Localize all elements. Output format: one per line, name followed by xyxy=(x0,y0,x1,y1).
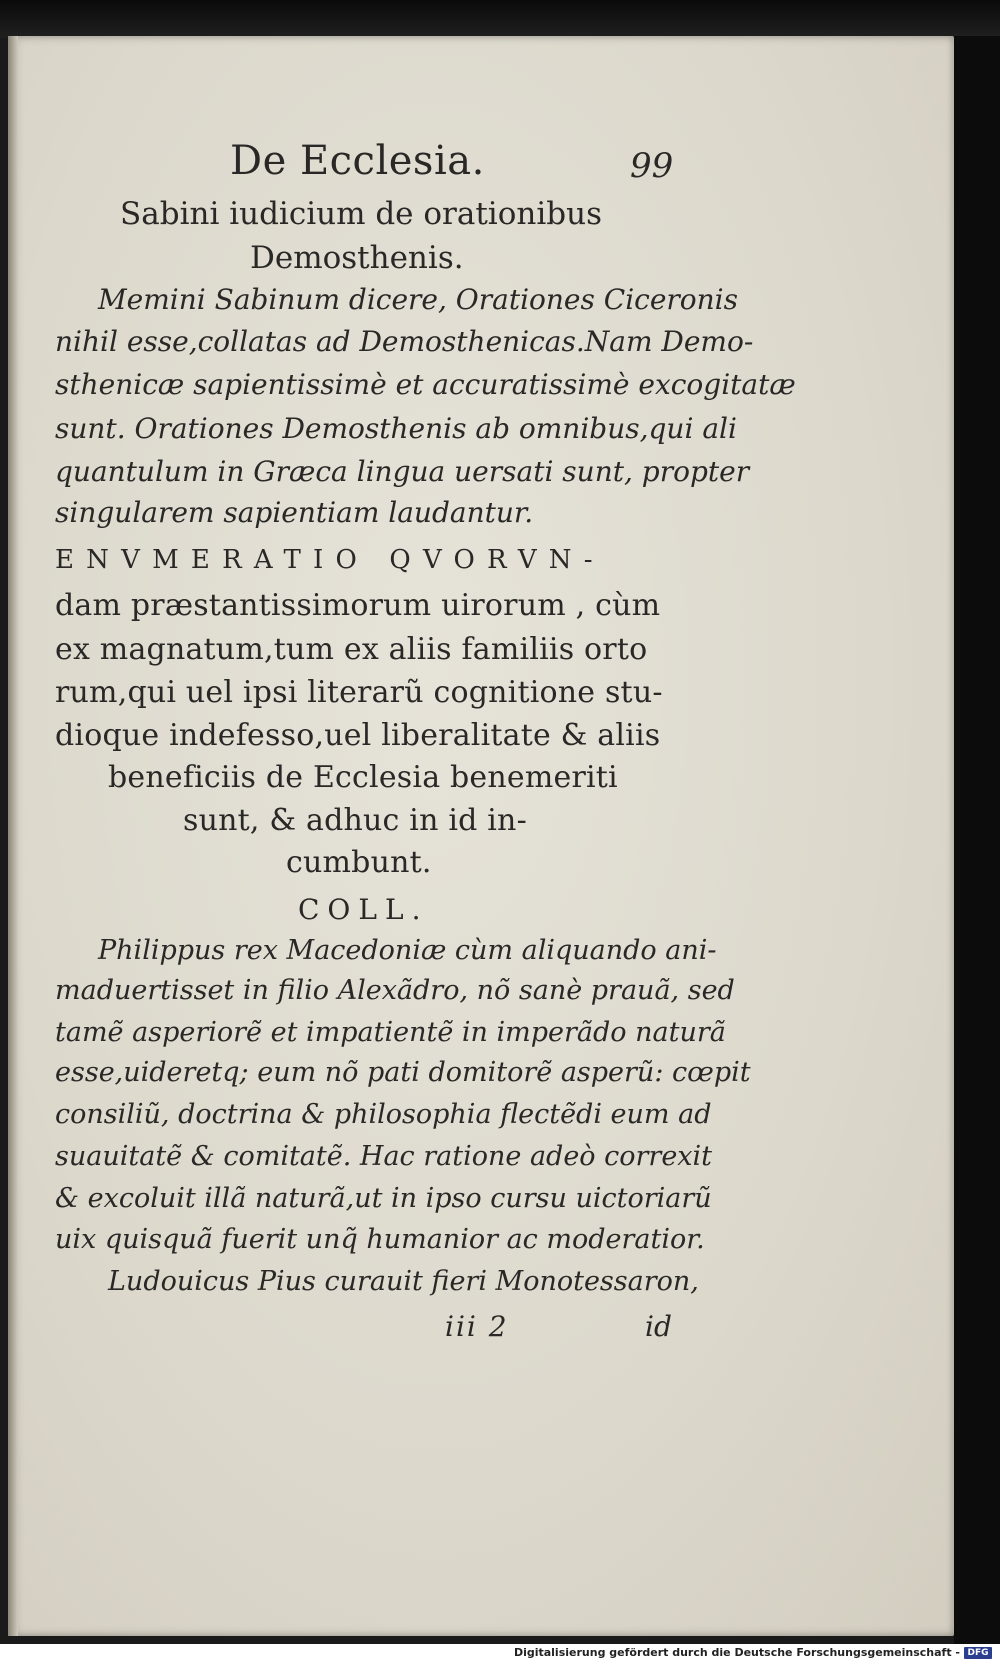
enumeratio-heading-line: cumbunt. xyxy=(286,845,432,880)
paragraph-1-line: quantulum in Græca lingua uersati sunt, propter xyxy=(55,455,750,488)
scan-background-right xyxy=(954,36,1000,1646)
paragraph-2-line: suauitatẽ & comitatẽ. Hac ratione adeò correxit xyxy=(55,1141,713,1172)
paragraph-1-line: nihil esse,collatas ad Demosthenicas.Nam Demo- xyxy=(55,325,754,358)
section-heading-line-1: Sabini iudicium de orationibus xyxy=(120,196,602,232)
dfg-logo-icon: DFG xyxy=(964,1647,992,1659)
paragraph-2-line: maduertisset in filio Alexãdro, nõ sanè prauã, sed xyxy=(55,975,735,1006)
section-heading-line-2: Demosthenis. xyxy=(250,240,464,276)
paragraph-1-line: sthenicæ sapientissimè et accuratissimè excogitatæ xyxy=(55,368,796,401)
paragraph-1-line: sunt. Orationes Demosthenis ab omnibus,qui ali xyxy=(55,412,737,445)
page-gutter-shadow xyxy=(8,36,18,1636)
digitization-credit: Digitalisierung gefördert durch die Deutsche Forschungsgemeinschaft - xyxy=(513,1646,960,1659)
paragraph-2-line: uix quisquã fuerit unq̃ humanior ac moderatior. xyxy=(55,1224,705,1255)
page-number: 99 xyxy=(630,146,674,186)
signature-mark: iii 2 xyxy=(445,1310,509,1343)
catchword: id xyxy=(645,1310,672,1343)
paragraph-2-line: Ludouicus Pius curauit fieri Monotessaron, xyxy=(108,1266,699,1297)
enumeratio-heading-line: beneficiis de Ecclesia benemeriti xyxy=(108,760,618,795)
paragraph-2-line: & excoluit illã naturã,ut in ipso cursu uictoriarũ xyxy=(55,1183,712,1214)
paragraph-2-line: tamẽ asperiorẽ et impatientẽ in imperãdo naturã xyxy=(55,1017,726,1048)
enumeratio-heading-line: dam præstantissimorum uirorum , cùm xyxy=(55,588,661,623)
paragraph-2-line: Philippus rex Macedoniæ cùm aliquando ani- xyxy=(98,935,717,966)
enumeratio-heading-line: sunt, & adhuc in id in- xyxy=(183,803,527,838)
coll-heading: COLL. xyxy=(298,893,429,926)
enumeratio-heading-line: ex magnatum,tum ex aliis familiis orto xyxy=(55,632,648,667)
enumeratio-heading-line: dioque indefesso,uel liberalitate & aliis xyxy=(55,718,661,753)
running-head: De Ecclesia. xyxy=(230,138,485,184)
scan-background-top xyxy=(0,0,1000,38)
paragraph-1-line: Memini Sabinum dicere, Orationes Ciceronis xyxy=(98,283,738,316)
enumeratio-heading-line: rum,qui uel ipsi literarũ cognitione stu- xyxy=(55,675,663,710)
paragraph-2-line: esse,uideretq; eum nõ pati domitorẽ asperũ: cœpit xyxy=(55,1057,751,1088)
enumeratio-heading-line: ENVMERATIO QVORVN- xyxy=(55,545,605,575)
paragraph-1-line: singularem sapientiam laudantur. xyxy=(55,496,534,529)
paragraph-2-line: consiliũ, doctrina & philosophia flectẽdi eum ad xyxy=(55,1099,712,1130)
